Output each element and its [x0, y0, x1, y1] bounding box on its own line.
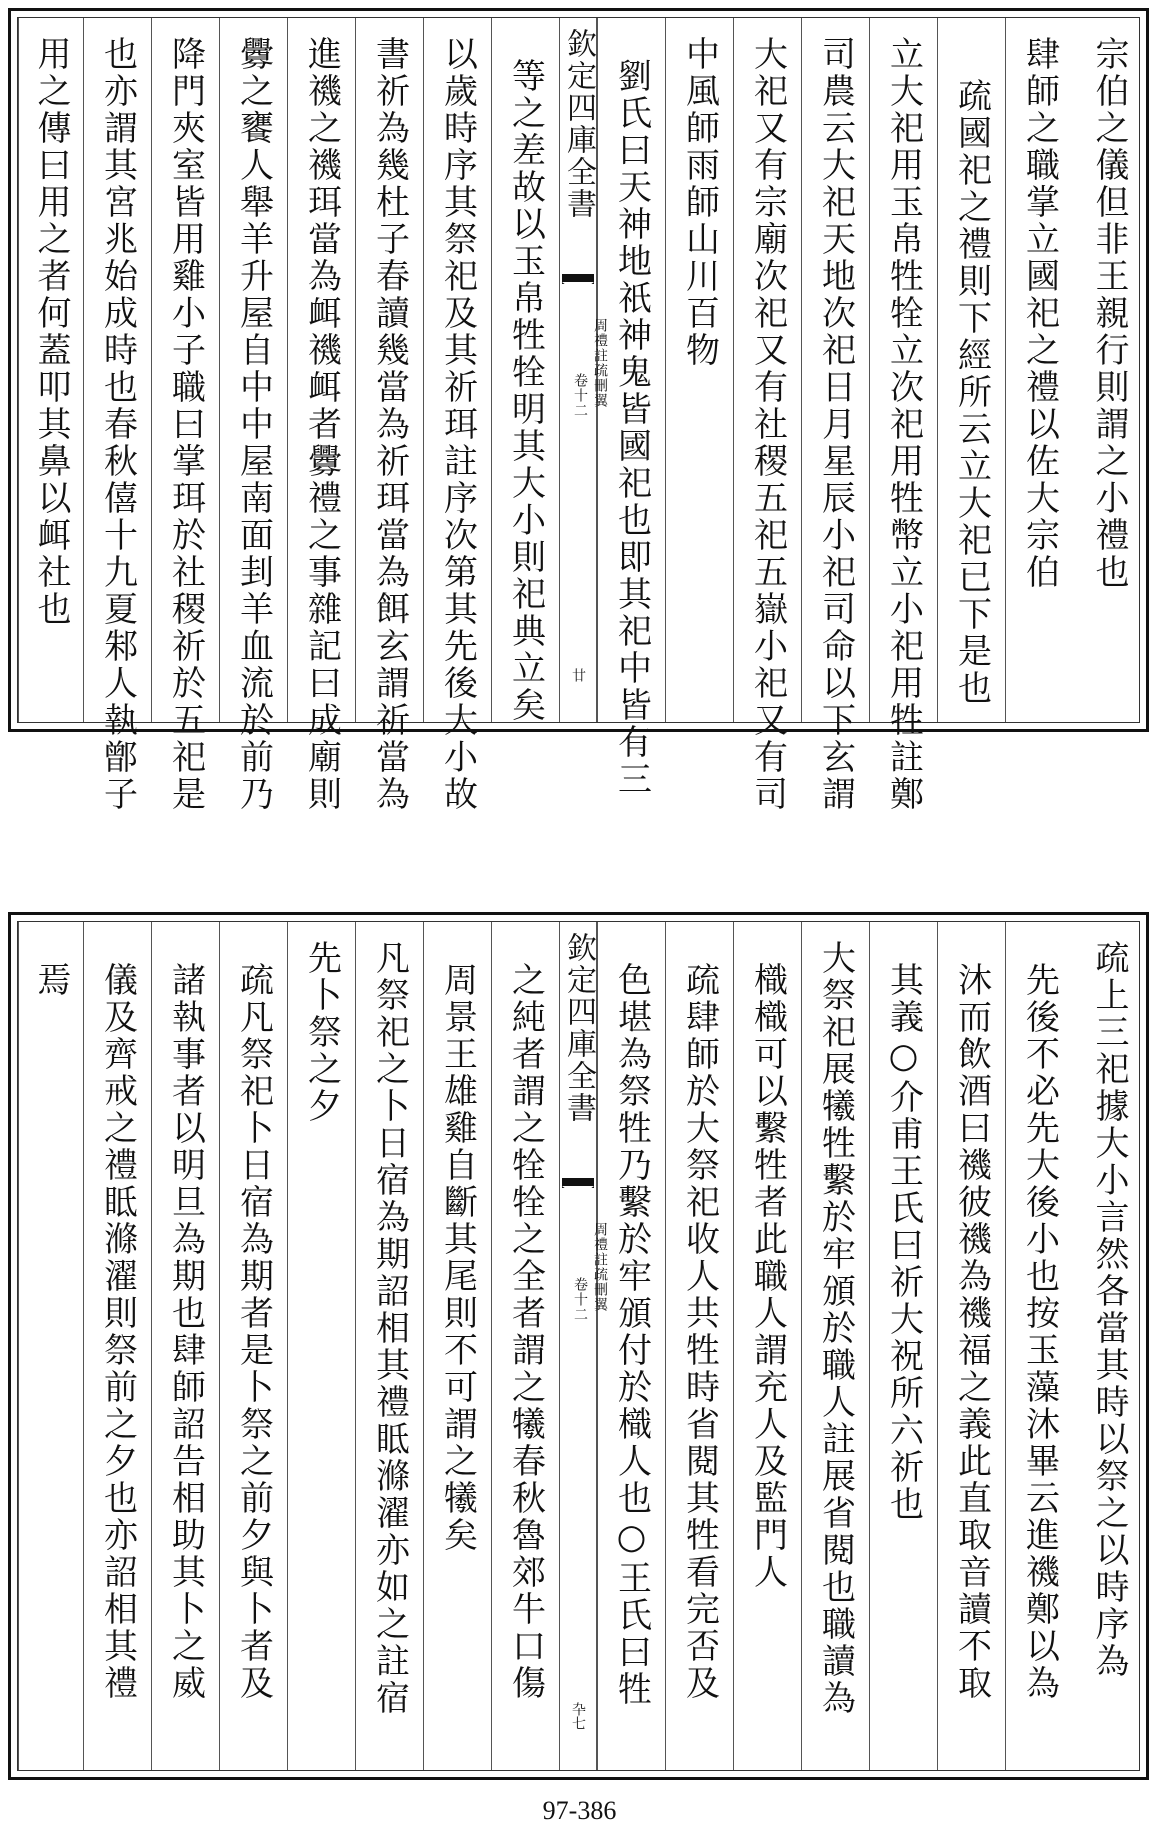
column-text: 疏凡祭祀卜日宿為期者是卜祭之前夕與卜者及 — [233, 962, 274, 1702]
band-chapter: 周禮註疏刪翼 — [592, 1222, 608, 1312]
text-column — [83, 18, 151, 813]
column-text: 書祈為幾杜子春讀幾當為祈珥當為餌玄謂祈當為 — [369, 36, 410, 813]
text-column — [801, 18, 869, 813]
column-text: 司農云大祀天地次祀日月星辰小祀司命以下玄謂 — [815, 36, 856, 813]
text-column — [151, 18, 219, 813]
column-text: 色堪為祭牲乃繫於牢頒付於樴人也○王氏曰牲 — [611, 962, 652, 1708]
column-text: 釁之饔人舉羊升屋自中中屋南面刲羊血流於前乃 — [233, 36, 274, 813]
top-page — [8, 8, 1149, 813]
fish-tail-mark — [562, 1178, 594, 1210]
band-chapter: 周禮註疏刪翼 — [592, 318, 608, 408]
column-text: 諸執事者以明旦為期也肆師詔告相助其卜之威 — [165, 962, 206, 1702]
text-column — [423, 18, 491, 813]
band-folio: 卆七 — [570, 1702, 586, 1730]
text-column — [491, 18, 559, 722]
text-column — [733, 922, 801, 1770]
column-text: 先後不必先大後小也按玉藻沐畢云進禨鄭以為 — [1019, 962, 1060, 1702]
column-text: 中風師雨師山川百物 — [679, 36, 720, 369]
band-title: 欽定四庫全書 — [561, 932, 596, 1124]
center-band — [559, 18, 608, 722]
column-text: 沐而飲酒曰禨彼禨為禨福之義此直取音讀不取 — [951, 962, 992, 1702]
column-text: 疏肆師於大祭祀收人共牲時省閱其牲看完否及 — [679, 962, 720, 1702]
column-text: 其義○介甫王氏曰祈大祝所六祈也 — [883, 962, 924, 1523]
fish-tail-mark — [562, 274, 594, 306]
band-volume: 卷十二 — [572, 373, 588, 418]
column-text: 樴樴可以繫牲者此職人謂充人及監門人 — [747, 962, 788, 1591]
column-text: 以歲時序其祭祀及其祈珥註序次第其先後大小故 — [437, 36, 478, 813]
text-column — [1005, 18, 1073, 722]
text-column — [287, 922, 355, 1770]
column-text: 之純者謂之牷牷之全者謂之犧春秋魯郊牛口傷 — [505, 962, 546, 1702]
text-column — [219, 922, 287, 1770]
text-column — [801, 922, 869, 1770]
column-text: 立大祀用玉帛牲牷立次祀用牲幣立小祀用牲註鄭 — [883, 36, 924, 813]
column-text: 等之差故以玉帛牲牷明其大小則祀典立矣 — [505, 58, 546, 724]
text-column — [869, 18, 937, 813]
column-text: 大祭祀展犧牲繫於牢頒於職人註展省閱也職讀為 — [815, 940, 856, 1717]
bottom-page-frame — [17, 921, 1140, 1771]
text-column — [665, 18, 733, 722]
text-column — [665, 922, 733, 1770]
column-text: 也亦謂其宮兆始成時也春秋僖十九夏邾人執鄫子 — [97, 36, 138, 813]
text-column — [1073, 922, 1145, 1770]
text-column — [18, 922, 83, 1770]
column-text: 儀及齊戒之禮眡滌濯則祭前之夕也亦詔相其禮 — [97, 962, 138, 1702]
bottom-page — [8, 912, 1149, 1780]
column-text: 疏上三祀據大小言然各當其時以祭之以時序為 — [1089, 940, 1129, 1680]
text-column — [1005, 922, 1073, 1770]
text-column — [937, 922, 1005, 1770]
column-text: 先卜祭之夕 — [301, 940, 342, 1125]
text-column — [355, 922, 423, 1770]
column-text: 肆師之職掌立國祀之禮以佐大宗伯 — [1019, 36, 1060, 591]
center-band — [559, 922, 608, 1770]
text-column — [219, 18, 287, 813]
column-text: 大祀又有宗廟次祀又有社稷五祀五嶽小祀又有司 — [747, 36, 788, 813]
band-title: 欽定四庫全書 — [561, 28, 596, 220]
band-volume: 卷十二 — [572, 1277, 588, 1322]
column-text: 劉氏曰天神地祇神鬼皆國祀也即其祀中皆有三 — [611, 58, 652, 798]
text-column — [491, 922, 559, 1770]
text-column — [423, 922, 491, 1770]
text-column — [151, 922, 219, 1770]
text-column — [83, 922, 151, 1770]
text-column — [937, 18, 1005, 722]
text-column — [287, 18, 355, 813]
column-text: 凡祭祀之卜日宿為期詔相其禮眡滌濯亦如之註宿 — [369, 940, 410, 1717]
column-text: 宗伯之儀但非王親行則謂之小禮也 — [1089, 36, 1129, 591]
column-text: 周景王雄雞自斷其尾則不可謂之犧矣 — [437, 962, 478, 1554]
text-column — [1073, 18, 1145, 722]
page-number: 97-386 — [542, 1796, 617, 1825]
text-column — [597, 922, 665, 1770]
band-folio: 廿 — [570, 668, 586, 682]
column-text: 降門夾室皆用雞小子職曰掌珥於社稷祈於五祀是 — [165, 36, 206, 813]
column-text: 疏國祀之禮則下經所云立大祀已下是也 — [951, 78, 992, 707]
text-column — [355, 18, 423, 813]
top-page-frame — [17, 17, 1140, 813]
column-text: 用之傳曰用之者何蓋叩其鼻以衈社也 — [31, 36, 71, 628]
text-column — [18, 18, 83, 722]
text-column — [733, 18, 801, 813]
column-text: 焉 — [31, 962, 71, 999]
column-text: 進禨之禨珥當為衈禨衈者釁禮之事雜記曰成廟則 — [301, 36, 342, 813]
text-column — [869, 922, 937, 1770]
